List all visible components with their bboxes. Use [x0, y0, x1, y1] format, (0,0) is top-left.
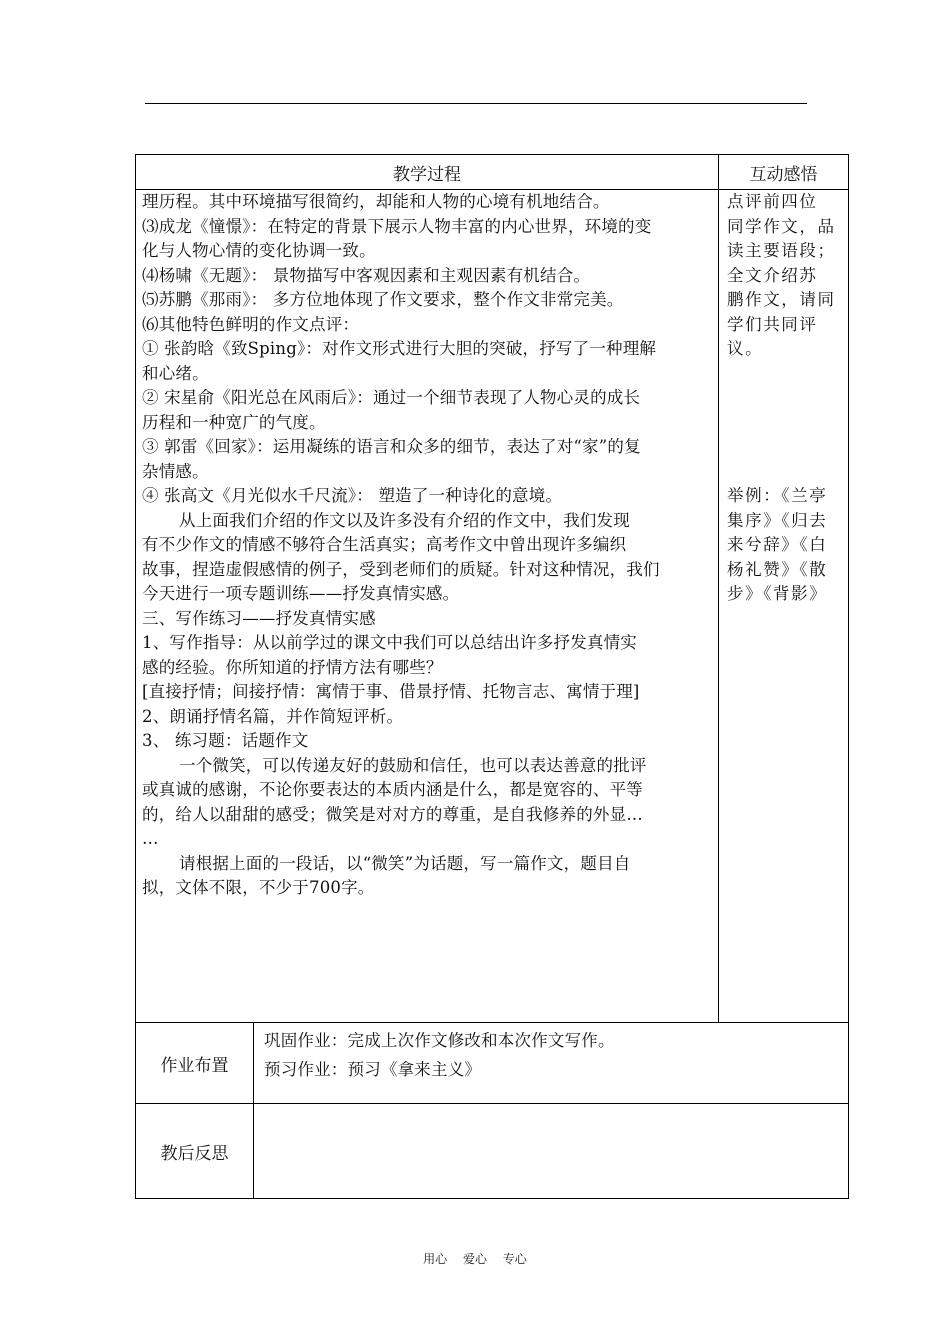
process-line: 1、写作指导：从以前学过的课文中我们可以总结出许多抒发真情实	[142, 633, 637, 652]
interaction-line: 读主要语段；	[727, 241, 836, 260]
page-footer: 用心 爱心 专心	[423, 1252, 527, 1266]
interaction-line: 杨礼赞》《散	[727, 559, 828, 579]
process-line: ⑶成龙《憧憬》：在特定的背景下展示人物丰富的内心世界，环境的变	[142, 216, 652, 236]
process-line: 请根据上面的一段话，以“微笑”为话题，写一篇作文，题目自	[179, 853, 631, 873]
process-line: 的，给人以甜甜的感受；微笑是对对方的尊重，是自我修养的外显…	[142, 804, 643, 824]
interaction-line: 点评前四位	[727, 192, 818, 211]
interaction-spacer	[727, 362, 842, 485]
header-row	[136, 155, 849, 190]
homework-consolidation: 巩固作业：完成上次作文修改和本次作文写作。	[264, 1031, 615, 1050]
interaction-line: 全文介绍苏	[727, 265, 818, 285]
interaction-line: 议。	[727, 339, 764, 358]
reflection-cell	[254, 1104, 849, 1199]
process-line: 历程和一种宽广的气度。	[142, 412, 326, 432]
process-line: ① 张韵晗《致Sping》：对作文形式进行大胆的突破，抒写了一种理解	[142, 339, 657, 358]
process-line: 或真诚的感谢，不论你要表达的本质内涵是什么，都是宽容的、平等	[142, 780, 643, 799]
homework-row	[136, 1023, 849, 1104]
interaction-line: 举例：《兰亭	[727, 486, 828, 505]
interaction-line: 步》《背影》	[727, 584, 828, 603]
interaction-line: 鹏作文，请同	[727, 290, 836, 309]
section-heading: 三、写作练习——抒发真情实感	[142, 608, 376, 628]
process-line: [直接抒情；间接抒情：寓情于事、借景抒情、托物言志、寓情于理]	[142, 682, 640, 701]
content-row	[136, 190, 849, 1023]
process-line: 感的经验。你所知道的抒情方法有哪些？	[142, 657, 443, 677]
interaction-line: 来兮辞》《白	[727, 535, 828, 554]
process-line: 和心绪。	[142, 363, 209, 383]
lesson-table	[135, 154, 849, 1199]
interaction-line: 同学作文，品	[727, 216, 836, 236]
process-line: ② 宋星俞《阳光总在风雨后》：通过一个细节表现了人物心灵的成长	[142, 388, 641, 407]
process-line: 杂情感。	[142, 461, 209, 481]
homework-cell	[254, 1023, 849, 1104]
process-line: 拟，文体不限，不少于700字。	[142, 878, 375, 897]
process-line: 一个微笑，可以传递友好的鼓励和信任，也可以表达善意的批评	[179, 755, 647, 775]
process-line: …	[142, 829, 159, 848]
process-line: 有不少作文的情感不够符合生活真实；高考作文中曾出现许多编织	[142, 535, 627, 554]
interaction-cell	[719, 190, 849, 1023]
process-line: 故事，捏造虚假感情的例子，受到老师们的质疑。针对这种情况，我们	[142, 559, 660, 579]
process-header: 教学过程	[136, 155, 719, 190]
homework-label: 作业布置	[136, 1023, 254, 1104]
process-line: 今天进行一项专题训练——抒发真情实感。	[142, 584, 460, 603]
process-line: ⑷杨啸《无题》： 景物描写中客观因素和主观因素有机结合。	[142, 265, 591, 285]
process-line: 3、 练习题：话题作文	[142, 731, 309, 750]
reflection-row	[136, 1104, 849, 1199]
process-line: 2、朗诵抒情名篇，并作简短评析。	[142, 706, 404, 726]
homework-preview: 预习作业：预习《拿来主义》	[264, 1060, 482, 1079]
interaction-line: 学们共同评	[727, 314, 818, 334]
header-rule	[145, 103, 807, 104]
process-line: ③ 郭雷《回家》：运用凝练的语言和众多的细节，表达了对“家”的复	[142, 437, 641, 456]
process-line: 从上面我们介绍的作文以及许多没有介绍的作文中，我们发现	[179, 510, 630, 530]
process-line: ⑸苏鹏《那雨》： 多方位地体现了作文要求，整个作文非常完美。	[142, 290, 624, 309]
process-line: ④ 张高文《月光似水千尺流》： 塑造了一种诗化的意境。	[142, 486, 563, 505]
reflection-label: 教后反思	[136, 1104, 254, 1199]
process-line: ⑹其他特色鲜明的作文点评：	[142, 314, 360, 334]
process-line: 化与人物心情的变化协调一致。	[142, 241, 376, 260]
process-cell	[136, 190, 719, 1023]
interaction-header: 互动感悟	[719, 155, 849, 190]
process-line: 理历程。其中环境描写很简约，却能和人物的心境有机地结合。	[142, 192, 610, 211]
interaction-line: 集序》《归去	[727, 510, 828, 530]
